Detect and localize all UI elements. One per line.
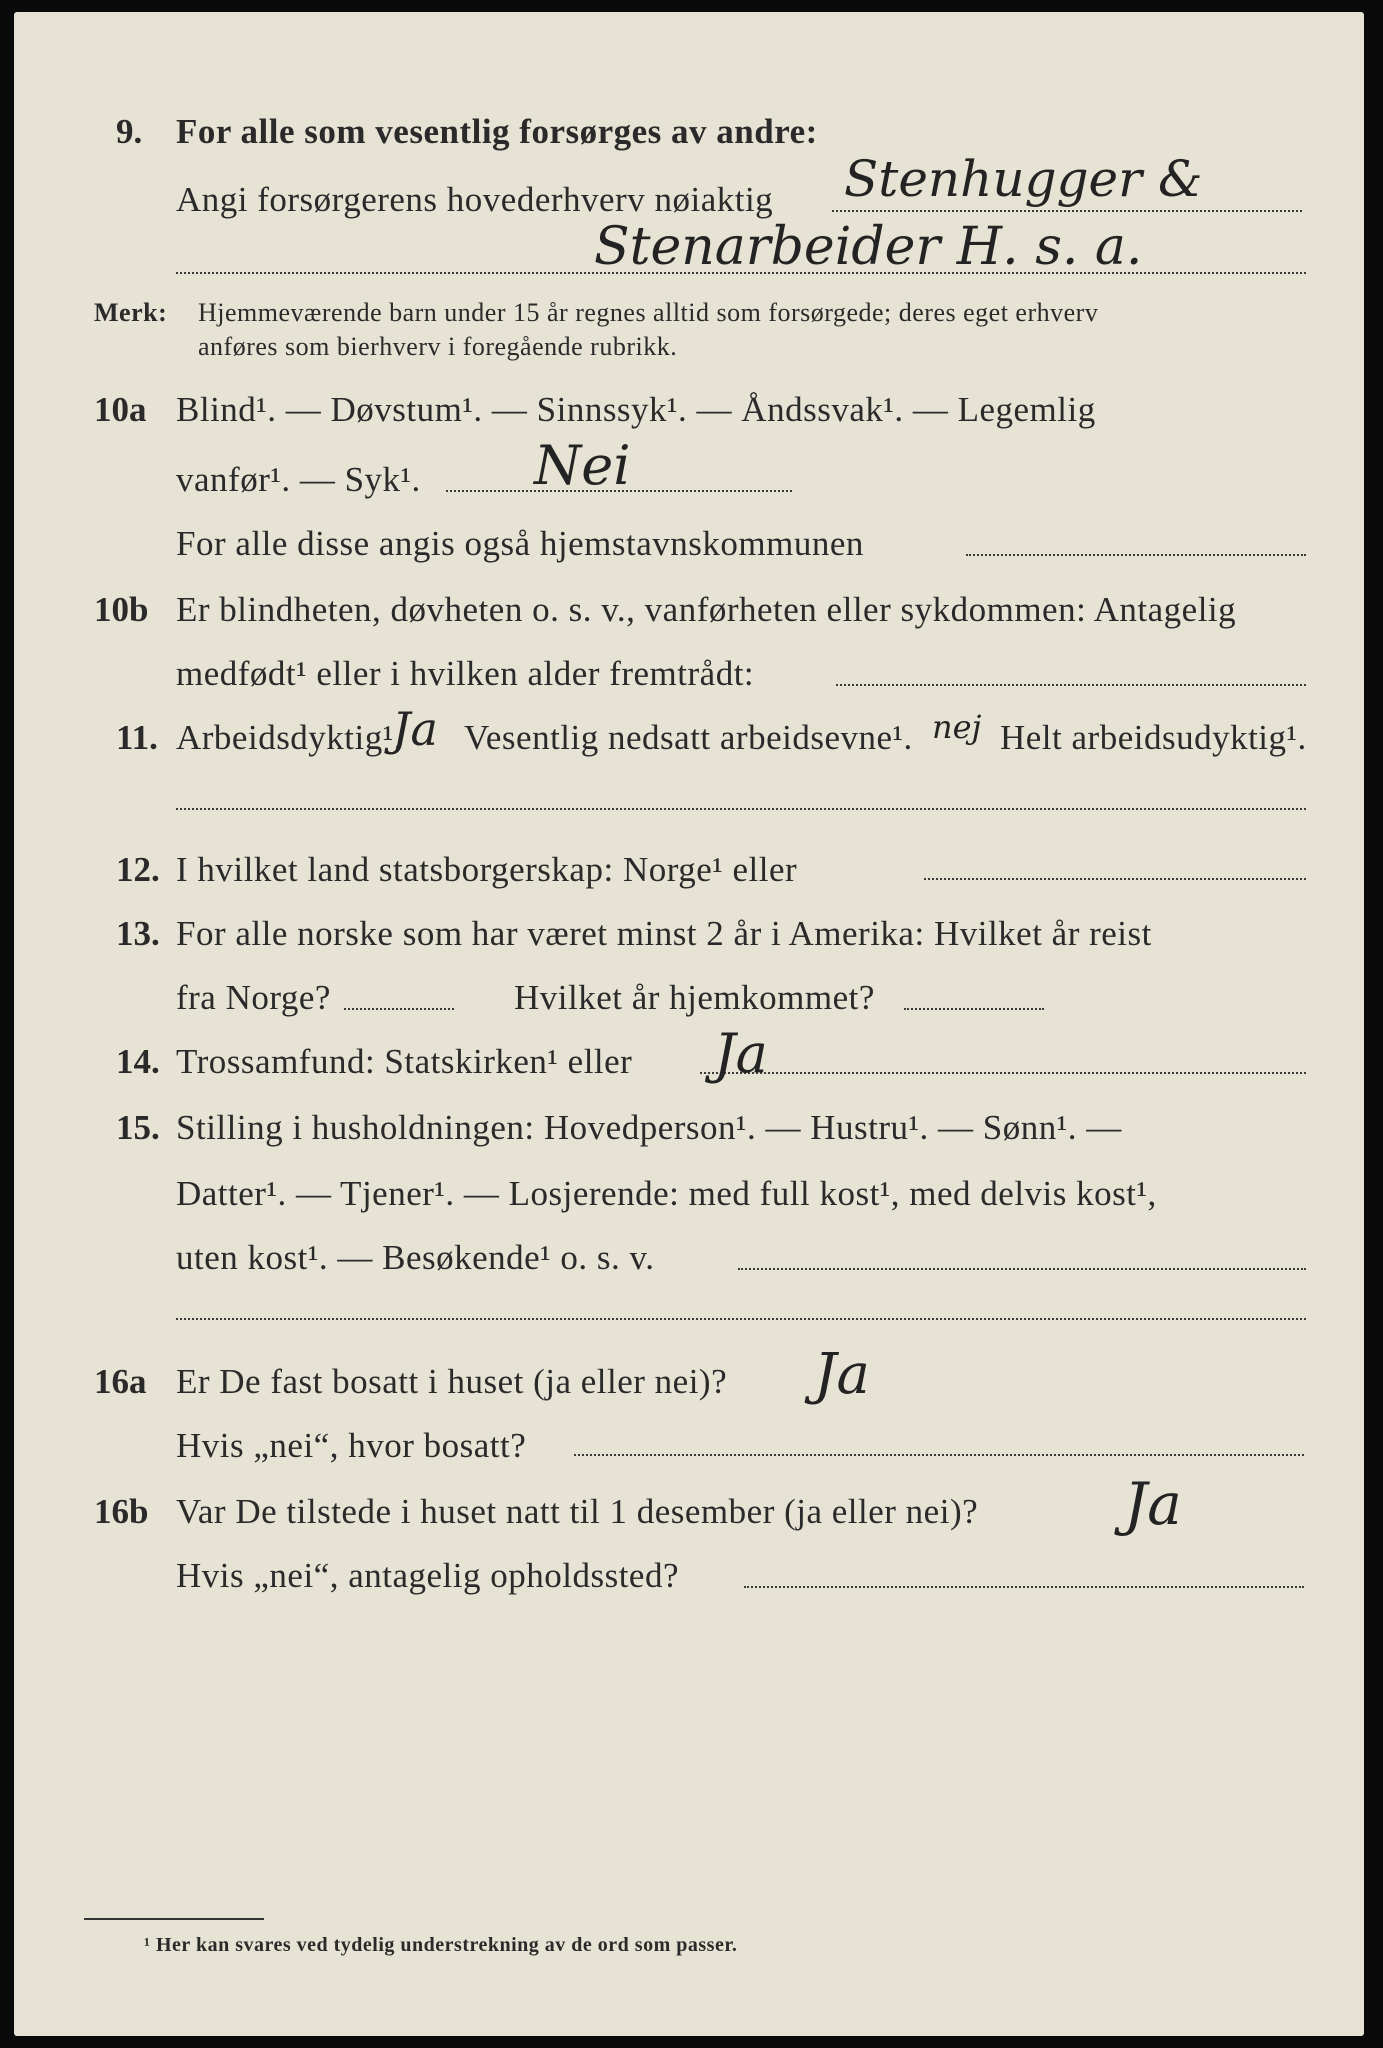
footnote: ¹ Her kan svares ved tydelig understrekning av de ord som passer. <box>144 1934 738 1956</box>
question-text: Stilling i husholdningen: Hovedperson¹. — Hustru¹. — Sønn¹. — <box>176 1108 1122 1147</box>
handwritten-answer: Stenarbeider H. s. a. <box>594 217 1143 277</box>
answer-line <box>176 808 1306 810</box>
footnote-rule <box>84 1918 264 1920</box>
question-text: Trossamfund: Statskirken¹ eller <box>176 1042 633 1081</box>
item-number: 9. <box>116 112 143 151</box>
handwritten-answer: Nei <box>534 434 631 497</box>
census-form-page <box>14 12 1364 2036</box>
item-number: 16a <box>94 1362 147 1401</box>
question-text: uten kost¹. — Besøkende¹ o. s. v. <box>176 1238 655 1277</box>
question-text: Datter¹. — Tjener¹. — Losjerende: med full kost¹, med delvis kost¹, <box>176 1174 1157 1213</box>
answer-line <box>344 1008 454 1010</box>
question-text: For alle disse angis også hjemstavnskommunen <box>176 524 864 563</box>
item-number: 10b <box>94 590 149 629</box>
question-text: Var De tilstede i huset natt til 1 desember (ja eller nei)? <box>176 1492 979 1531</box>
question-text: Er De fast bosatt i huset (ja eller nei)? <box>176 1362 728 1401</box>
answer-line <box>738 1268 1306 1270</box>
question-text: Hvilket år hjemkommet? <box>514 978 875 1017</box>
item-number: 10a <box>94 390 147 429</box>
note-label: Merk: <box>94 298 168 327</box>
handwritten-answer: Ja <box>1124 1470 1182 1538</box>
answer-line <box>836 684 1306 686</box>
handwritten-answer: Ja <box>814 1342 870 1407</box>
handwritten-answer: Ja <box>714 1022 768 1085</box>
question-text: Arbeidsdyktig¹. <box>176 718 404 757</box>
question-text: Blind¹. — Døvstum¹. — Sinnssyk¹. — Åndssvak¹. — Legemlig <box>176 390 1096 429</box>
answer-line <box>744 1586 1304 1588</box>
answer-line <box>700 1072 1306 1074</box>
question-text: fra Norge? <box>176 978 331 1017</box>
item-number: 13. <box>116 914 160 953</box>
item-number: 12. <box>116 850 160 889</box>
item-number: 11. <box>116 718 158 757</box>
item-number: 15. <box>116 1108 160 1147</box>
question-text: vanfør¹. — Syk¹. <box>176 460 421 499</box>
question-text: For alle som vesentlig forsørges av andre: <box>176 112 818 151</box>
question-text: For alle norske som har været minst 2 år i Amerika: Hvilket år reist <box>176 914 1152 953</box>
question-text: I hvilket land statsborgerskap: Norge¹ eller <box>176 850 798 889</box>
answer-line <box>966 554 1306 556</box>
item-number: 16b <box>94 1492 149 1531</box>
answer-line <box>832 210 1302 212</box>
question-text: Er blindheten, døvheten o. s. v., vanførheten eller sykdommen: Antagelig <box>176 590 1237 629</box>
answer-line <box>176 1318 1306 1320</box>
note-text: Hjemmeværende barn under 15 år regnes alltid som forsørgede; deres eget erhverv <box>198 298 1099 327</box>
answer-line <box>574 1454 1304 1456</box>
question-text: Angi forsørgerens hovederhverv nøiaktig <box>176 180 774 219</box>
answer-line <box>904 1008 1044 1010</box>
handwritten-answer: Ja <box>392 702 438 756</box>
question-text: medfødt¹ eller i hvilken alder fremtrådt: <box>176 654 755 693</box>
handwritten-answer: nej <box>932 708 982 746</box>
question-text: Hvis „nei“, hvor bosatt? <box>176 1426 527 1465</box>
item-number: 14. <box>116 1042 160 1081</box>
answer-line <box>924 878 1306 880</box>
note-text: anføres som bierhverv i foregående rubrikk. <box>198 332 678 361</box>
question-text: Helt arbeidsudyktig¹. <box>1000 718 1307 757</box>
handwritten-answer: Stenhugger & <box>844 150 1203 208</box>
question-text: Vesentlig nedsatt arbeidsevne¹. <box>464 718 913 757</box>
question-text: Hvis „nei“, antagelig opholdssted? <box>176 1556 679 1595</box>
